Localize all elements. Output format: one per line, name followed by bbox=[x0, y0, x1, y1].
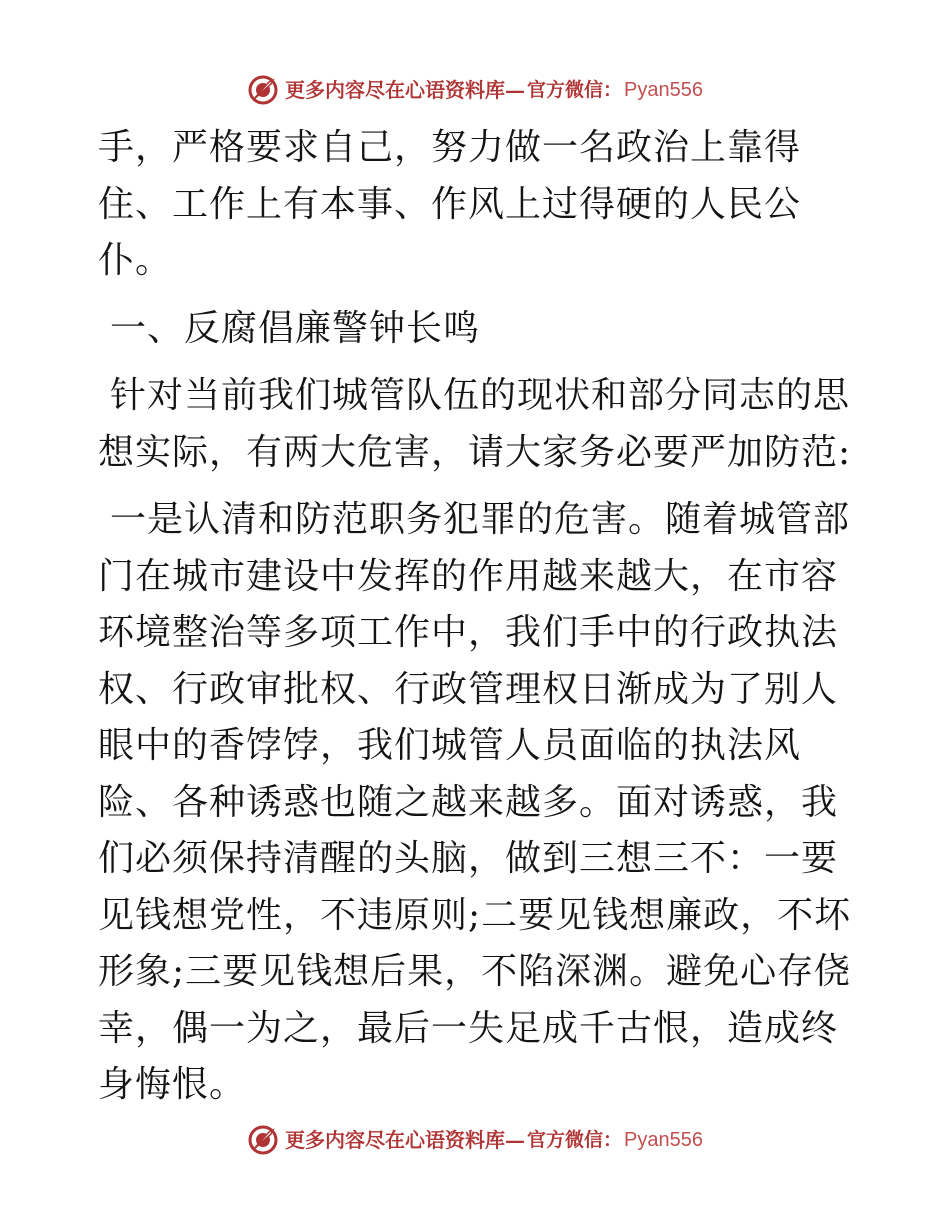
paragraph-3: 一是认清和防范职务犯罪的危害。随着城管部门在城市建设中发挥的作用越来越大，在市容环境整治等多项工作中，我们手中的行政执法权、行政审批权、行政管理权日渐成为了别人眼中的香饽饽，我们城管人员面临的执法风险、各种诱惑也随之越来越多。面对诱惑，我们必须保持清醒的头脑，做到三想三不：一要见钱想党性，不违原则;二要见钱想廉政，不坏形象;三要见钱想后果，不陷深渊。避免心存侥幸，偶一为之，最后一失足成千古恨，造成终身悔恨。 bbox=[98, 499, 852, 1105]
watermark-wechat-id: Pyan556 bbox=[624, 79, 703, 101]
paragraph-2: 针对当前我们城管队伍的现状和部分同志的思想实际，有两大危害，请大家务必要严加防范: bbox=[98, 375, 852, 473]
footer-watermark bbox=[0, 1120, 950, 1160]
watermark-wechat-id: Pyan556 bbox=[624, 1129, 703, 1151]
section-heading: 一、反腐倡廉警钟长鸣 bbox=[110, 307, 481, 349]
header-watermark bbox=[0, 70, 950, 110]
document-body bbox=[98, 120, 858, 1125]
watermark-wechat-label: 官方微信： bbox=[527, 79, 623, 101]
paragraph-1: 手，严格要求自己，努力做一名政治上靠得住、工作上有本事、作风上过得硬的人民公仆。 bbox=[98, 127, 802, 281]
watermark-text: 更多内容尽在心语资料库— bbox=[285, 1128, 525, 1152]
watermark-wechat-label: 官方微信： bbox=[527, 1129, 623, 1151]
watermark-text: 更多内容尽在心语资料库— bbox=[285, 78, 525, 102]
quill-seal-icon bbox=[247, 1124, 279, 1156]
quill-seal-icon bbox=[247, 74, 279, 106]
